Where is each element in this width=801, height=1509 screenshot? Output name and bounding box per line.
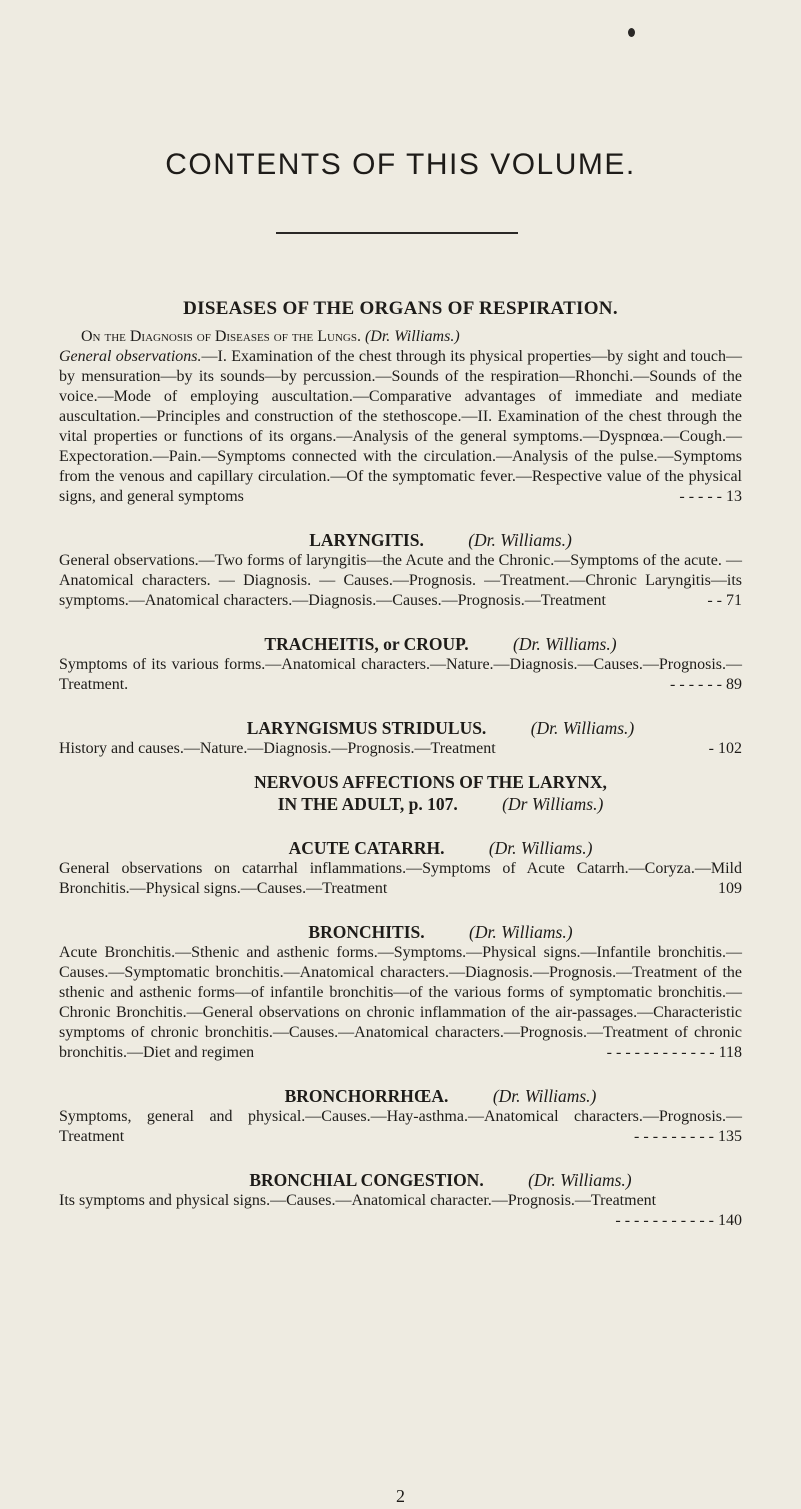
section-author: (Dr. Williams.) (488, 838, 593, 858)
page-number: - - - - - - - - - - - 140 (615, 1212, 742, 1229)
toc-entry (59, 327, 742, 507)
page-number: - - - - - - - - - - - - 118 (606, 1044, 742, 1061)
section-author: (Dr Williams.) (502, 794, 604, 814)
section-intro: General observations. (59, 348, 202, 365)
page-number: - - 71 (707, 592, 742, 609)
toc-entry (59, 529, 742, 611)
section-text: General observations on catarrhal inflammations.—Symptoms of Acute Catarrh.—Coryza.—Mild Bronchitis.—Physical signs.—Causes.—Treatment (59, 860, 742, 897)
toc-entry (59, 717, 742, 759)
section-heading-line2: IN THE ADULT, p. 107. (277, 794, 458, 814)
toc-entry (59, 771, 742, 815)
section-author: (Dr. Williams.) (528, 1170, 632, 1190)
section-heading: NERVOUS AFFECTIONS OF THE LARYNX, (254, 772, 607, 792)
toc-entry (59, 633, 742, 695)
toc-entry (59, 921, 742, 1063)
toc-entry (59, 837, 742, 899)
toc-entry (59, 1169, 742, 1229)
section-heading: BRONCHIAL CONGESTION. (249, 1170, 484, 1190)
page-number: - 102 (708, 740, 742, 757)
section-text: History and causes.—Nature.—Diagnosis.—Prognosis.—Treatment (59, 740, 496, 757)
section-author: (Dr. Williams.) (530, 718, 635, 738)
section-text: Its symptoms and physical signs.—Causes.—Anatomical character.—Prognosis.—Treatment (59, 1192, 657, 1209)
section-text: Symptoms of its various forms.—Anatomical characters.—Nature.—Diagnosis.—Causes.—Prognosis.—Treatment. (59, 656, 742, 693)
section-author: (Dr. Williams.) (513, 634, 617, 654)
section-heading: TRACHEITIS, or CROUP. (264, 634, 469, 654)
section-text: Symptoms, general and physical.—Causes.—Hay-asthma.—Anatomical characters.—Prognosis.—Treatment (59, 1108, 742, 1145)
section-heading: On the Diagnosis of Diseases of the Lungs. (81, 328, 361, 345)
section-heading: LARYNGISMUS STRIDULUS. (246, 718, 487, 738)
part-title: DISEASES OF THE ORGANS OF RESPIRATION. (183, 298, 618, 319)
section-text: Acute Bronchitis.—Sthenic and asthenic forms.—Symptoms.—Physical signs.—Infantile bronchitis.—Causes.—Symptomatic bronchitis.—Anatomical characters.—Diagnosis.—Prognosis.—Treatment of the sthenic and asthenic forms—of infantile bronchitis—of the various forms of symptomatic bronchitis.—Chronic Bronchitis.—General observations on chronic inflammation of the air-passages.—Characteristic symptoms of chronic bronchitis.—Causes.—Anatomical characters.—Prognosis.—Treatment of chronic bronchitis.—Diet and regimen (59, 944, 742, 1061)
title-rule (276, 232, 518, 234)
page-number: 109 (718, 880, 742, 897)
signature-mark: 2 (396, 1486, 405, 1506)
section-heading: LARYNGITIS. (309, 530, 424, 550)
section-author: (Dr. Williams.) (492, 1086, 597, 1106)
section-heading: BRONCHITIS. (308, 922, 425, 942)
section-text: General observations.—Two forms of laryngitis—the Acute and the Chronic.—Symptoms of the acute. — Anatomical characters. — Diagnosis. — Causes.—Prognosis. —Treatment.—Chronic Laryngitis—its symptoms.—Anatomical characters.—Diagnosis.—Causes.—Prognosis.—Treatment (59, 552, 742, 609)
page-number: - - - - - 13 (679, 488, 742, 505)
page-number: - - - - - - 89 (670, 676, 742, 693)
section-author: (Dr. Williams.) (468, 530, 572, 550)
section-text: —I. Examination of the chest through its physical properties—by sight and touch—by mensuration—by its sounds—by percussion.—Sounds of the respiration—Rhonchi.—Sounds of the voice.—Mode of employing auscultation.—Comparative advantages of immediate and mediate auscultation.—Principles and construction of the stethoscope.—II. Examination of the chest through the vital properties or functions of its organs.—Analysis of the general symptoms.—Dyspnœa.—Cough.—Expectoration.—Pain.—Symptoms connected with the circulation.—Analysis of the pulse.—Symptoms from the venous and capillary circulation.—Of the symptomatic fever.—Respective value of the physical signs, and general symptoms (59, 348, 743, 505)
section-author: (Dr. Williams.) (364, 328, 460, 345)
toc-entry (59, 1085, 742, 1147)
section-heading: ACUTE CATARRH. (288, 838, 445, 858)
section-heading: BRONCHORRHŒA. (284, 1086, 449, 1106)
section-author: (Dr. Williams.) (469, 922, 573, 942)
page-number: - - - - - - - - - 135 (634, 1128, 742, 1145)
ink-mark (628, 28, 635, 37)
contents-list (59, 327, 742, 1231)
page-title: CONTENTS OF THIS VOLUME. (165, 148, 636, 181)
